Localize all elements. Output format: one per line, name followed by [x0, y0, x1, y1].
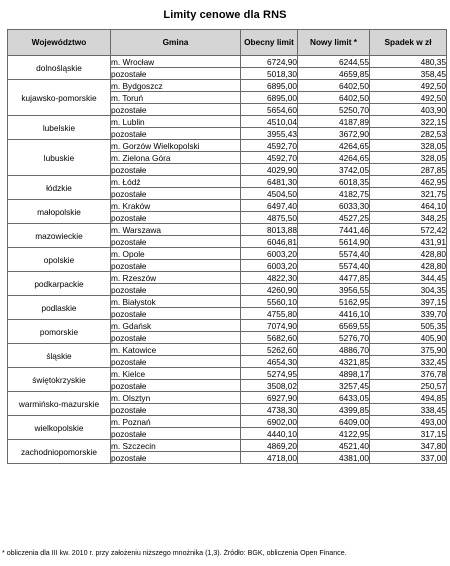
decrease-cell: 338,45 — [370, 404, 447, 416]
new-limit-cell: 4122,95 — [298, 428, 370, 440]
current-limit-cell: 5274,95 — [241, 368, 298, 380]
current-limit-cell: 4869,20 — [241, 440, 298, 452]
current-limit-cell: 3955,43 — [241, 128, 298, 140]
gmina-cell: m. Wrocław — [111, 56, 241, 68]
decrease-cell: 462,95 — [370, 176, 447, 188]
new-limit-cell: 4659,85 — [298, 68, 370, 80]
decrease-cell: 358,45 — [370, 68, 447, 80]
voivodeship-cell: łódzkie — [8, 176, 111, 200]
current-limit-cell: 8013,88 — [241, 224, 298, 236]
decrease-cell: 348,25 — [370, 212, 447, 224]
decrease-cell: 428,80 — [370, 248, 447, 260]
new-limit-cell: 5574,40 — [298, 248, 370, 260]
new-limit-cell: 6018,35 — [298, 176, 370, 188]
gmina-cell: pozostałe — [111, 68, 241, 80]
gmina-cell: pozostałe — [111, 104, 241, 116]
gmina-cell: pozostałe — [111, 128, 241, 140]
gmina-cell: pozostałe — [111, 332, 241, 344]
current-limit-cell: 6497,40 — [241, 200, 298, 212]
decrease-cell: 464,10 — [370, 200, 447, 212]
current-limit-cell: 6895,00 — [241, 92, 298, 104]
gmina-cell: pozostałe — [111, 380, 241, 392]
new-limit-cell: 4182,75 — [298, 188, 370, 200]
current-limit-cell: 6003,20 — [241, 260, 298, 272]
footnote: * obliczenia dla III kw. 2010 r. przy założeniu niższego mnożnika (1,3). Źródło: BGK, obliczenia Open Finance. — [2, 549, 347, 557]
new-limit-cell: 3742,05 — [298, 164, 370, 176]
table-body — [8, 56, 447, 464]
voivodeship-cell: świętokrzyskie — [8, 368, 111, 392]
table-row — [8, 416, 447, 428]
decrease-cell: 375,90 — [370, 344, 447, 356]
current-limit-cell: 5560,10 — [241, 296, 298, 308]
table-header-row — [8, 30, 447, 56]
decrease-cell: 376,78 — [370, 368, 447, 380]
current-limit-cell: 6046,81 — [241, 236, 298, 248]
gmina-cell: m. Zielona Góra — [111, 152, 241, 164]
header-gmina: Gmina — [111, 30, 241, 56]
new-limit-cell: 4527,25 — [298, 212, 370, 224]
gmina-cell: m. Toruń — [111, 92, 241, 104]
decrease-cell: 321,75 — [370, 188, 447, 200]
new-limit-cell: 4886,70 — [298, 344, 370, 356]
decrease-cell: 480,35 — [370, 56, 447, 68]
voivodeship-cell: lubelskie — [8, 116, 111, 140]
current-limit-cell: 6927,90 — [241, 392, 298, 404]
current-limit-cell: 6895,00 — [241, 80, 298, 92]
price-limits-table — [7, 29, 447, 464]
gmina-cell: m. Olsztyn — [111, 392, 241, 404]
table-row — [8, 56, 447, 68]
page-title: Limity cenowe dla RNS — [163, 9, 287, 21]
table-row — [8, 392, 447, 404]
new-limit-cell: 5614,90 — [298, 236, 370, 248]
decrease-cell: 493,00 — [370, 416, 447, 428]
table-row — [8, 80, 447, 92]
table-row — [8, 200, 447, 212]
decrease-cell: 397,15 — [370, 296, 447, 308]
gmina-cell: m. Kraków — [111, 200, 241, 212]
table-row — [8, 368, 447, 380]
current-limit-cell: 4440,10 — [241, 428, 298, 440]
table-row — [8, 140, 447, 152]
header-nowy-limit: Nowy limit * — [298, 30, 370, 56]
decrease-cell: 304,35 — [370, 284, 447, 296]
new-limit-cell: 4264,65 — [298, 152, 370, 164]
decrease-cell: 572,42 — [370, 224, 447, 236]
voivodeship-cell: pomorskie — [8, 320, 111, 344]
current-limit-cell: 5654,60 — [241, 104, 298, 116]
table-row — [8, 440, 447, 452]
new-limit-cell: 6569,55 — [298, 320, 370, 332]
voivodeship-cell: śląskie — [8, 344, 111, 368]
gmina-cell: m. Lublin — [111, 116, 241, 128]
new-limit-cell: 4399,85 — [298, 404, 370, 416]
current-limit-cell: 7074,90 — [241, 320, 298, 332]
current-limit-cell: 4875,50 — [241, 212, 298, 224]
current-limit-cell: 5682,60 — [241, 332, 298, 344]
gmina-cell: m. Katowice — [111, 344, 241, 356]
current-limit-cell: 5018,30 — [241, 68, 298, 80]
gmina-cell: m. Gdańsk — [111, 320, 241, 332]
gmina-cell: m. Rzeszów — [111, 272, 241, 284]
gmina-cell: pozostałe — [111, 356, 241, 368]
new-limit-cell: 4898,17 — [298, 368, 370, 380]
decrease-cell: 287,85 — [370, 164, 447, 176]
current-limit-cell: 6481,30 — [241, 176, 298, 188]
voivodeship-cell: zachodniopomorskie — [8, 440, 111, 464]
new-limit-cell: 4521,40 — [298, 440, 370, 452]
gmina-cell: pozostałe — [111, 212, 241, 224]
current-limit-cell: 4029,90 — [241, 164, 298, 176]
new-limit-cell: 4187,89 — [298, 116, 370, 128]
gmina-cell: pozostałe — [111, 308, 241, 320]
decrease-cell: 492,50 — [370, 92, 447, 104]
new-limit-cell: 3257,45 — [298, 380, 370, 392]
gmina-cell: pozostałe — [111, 188, 241, 200]
new-limit-cell: 5276,70 — [298, 332, 370, 344]
current-limit-cell: 5262,60 — [241, 344, 298, 356]
new-limit-cell: 6402,50 — [298, 92, 370, 104]
decrease-cell: 405,90 — [370, 332, 447, 344]
voivodeship-cell: warmińsko-mazurskie — [8, 392, 111, 416]
voivodeship-cell: opolskie — [8, 248, 111, 272]
decrease-cell: 339,70 — [370, 308, 447, 320]
voivodeship-cell: wielkopolskie — [8, 416, 111, 440]
new-limit-cell: 4321,85 — [298, 356, 370, 368]
decrease-cell: 505,35 — [370, 320, 447, 332]
current-limit-cell: 4755,80 — [241, 308, 298, 320]
current-limit-cell: 6902,00 — [241, 416, 298, 428]
gmina-cell: pozostałe — [111, 428, 241, 440]
decrease-cell: 492,50 — [370, 80, 447, 92]
current-limit-cell: 4504,50 — [241, 188, 298, 200]
header-spadek: Spadek w zł — [370, 30, 447, 56]
new-limit-cell: 6433,05 — [298, 392, 370, 404]
new-limit-cell: 4477,85 — [298, 272, 370, 284]
table-row — [8, 344, 447, 356]
table-row — [8, 176, 447, 188]
decrease-cell: 494,85 — [370, 392, 447, 404]
decrease-cell: 344,45 — [370, 272, 447, 284]
gmina-cell: m. Poznań — [111, 416, 241, 428]
current-limit-cell: 6003,20 — [241, 248, 298, 260]
voivodeship-cell: dolnośląskie — [8, 56, 111, 80]
new-limit-cell: 6244,55 — [298, 56, 370, 68]
current-limit-cell: 4822,30 — [241, 272, 298, 284]
gmina-cell: m. Opole — [111, 248, 241, 260]
gmina-cell: pozostałe — [111, 284, 241, 296]
new-limit-cell: 5574,40 — [298, 260, 370, 272]
header-obecny-limit: Obecny limit — [241, 30, 298, 56]
gmina-cell: m. Bydgoszcz — [111, 80, 241, 92]
gmina-cell: pozostałe — [111, 452, 241, 464]
gmina-cell: m. Łódź — [111, 176, 241, 188]
decrease-cell: 317,15 — [370, 428, 447, 440]
table-row — [8, 116, 447, 128]
voivodeship-cell: małopolskie — [8, 200, 111, 224]
gmina-cell: m. Kielce — [111, 368, 241, 380]
current-limit-cell: 4718,00 — [241, 452, 298, 464]
decrease-cell: 328,05 — [370, 140, 447, 152]
voivodeship-cell: lubuskie — [8, 140, 111, 176]
current-limit-cell: 3508,02 — [241, 380, 298, 392]
gmina-cell: pozostałe — [111, 404, 241, 416]
current-limit-cell: 4654,30 — [241, 356, 298, 368]
gmina-cell: m. Warszawa — [111, 224, 241, 236]
decrease-cell: 322,15 — [370, 116, 447, 128]
current-limit-cell: 4592,70 — [241, 140, 298, 152]
new-limit-cell: 4381,00 — [298, 452, 370, 464]
gmina-cell: pozostałe — [111, 164, 241, 176]
decrease-cell: 428,80 — [370, 260, 447, 272]
new-limit-cell: 5250,70 — [298, 104, 370, 116]
voivodeship-cell: kujawsko-pomorskie — [8, 80, 111, 116]
gmina-cell: m. Szczecin — [111, 440, 241, 452]
current-limit-cell: 4260,90 — [241, 284, 298, 296]
current-limit-cell: 6724,90 — [241, 56, 298, 68]
table-row — [8, 248, 447, 260]
decrease-cell: 431,91 — [370, 236, 447, 248]
decrease-cell: 282,53 — [370, 128, 447, 140]
new-limit-cell: 4264,65 — [298, 140, 370, 152]
voivodeship-cell: podkarpackie — [8, 272, 111, 296]
current-limit-cell: 4592,70 — [241, 152, 298, 164]
current-limit-cell: 4510,04 — [241, 116, 298, 128]
decrease-cell: 337,00 — [370, 452, 447, 464]
new-limit-cell: 6033,30 — [298, 200, 370, 212]
new-limit-cell: 5162,95 — [298, 296, 370, 308]
voivodeship-cell: mazowieckie — [8, 224, 111, 248]
new-limit-cell: 7441,46 — [298, 224, 370, 236]
voivodeship-cell: podlaskie — [8, 296, 111, 320]
table-row — [8, 296, 447, 308]
decrease-cell: 347,80 — [370, 440, 447, 452]
decrease-cell: 332,45 — [370, 356, 447, 368]
header-wojewodztwo: Województwo — [8, 30, 111, 56]
table-row — [8, 320, 447, 332]
gmina-cell: m. Gorzów Wielkopolski — [111, 140, 241, 152]
gmina-cell: pozostałe — [111, 260, 241, 272]
decrease-cell: 328,05 — [370, 152, 447, 164]
new-limit-cell: 6402,50 — [298, 80, 370, 92]
new-limit-cell: 3956,55 — [298, 284, 370, 296]
new-limit-cell: 3672,90 — [298, 128, 370, 140]
table-row — [8, 224, 447, 236]
table-row — [8, 272, 447, 284]
decrease-cell: 250,57 — [370, 380, 447, 392]
decrease-cell: 403,90 — [370, 104, 447, 116]
current-limit-cell: 4738,30 — [241, 404, 298, 416]
new-limit-cell: 4416,10 — [298, 308, 370, 320]
new-limit-cell: 6409,00 — [298, 416, 370, 428]
gmina-cell: pozostałe — [111, 236, 241, 248]
gmina-cell: m. Białystok — [111, 296, 241, 308]
